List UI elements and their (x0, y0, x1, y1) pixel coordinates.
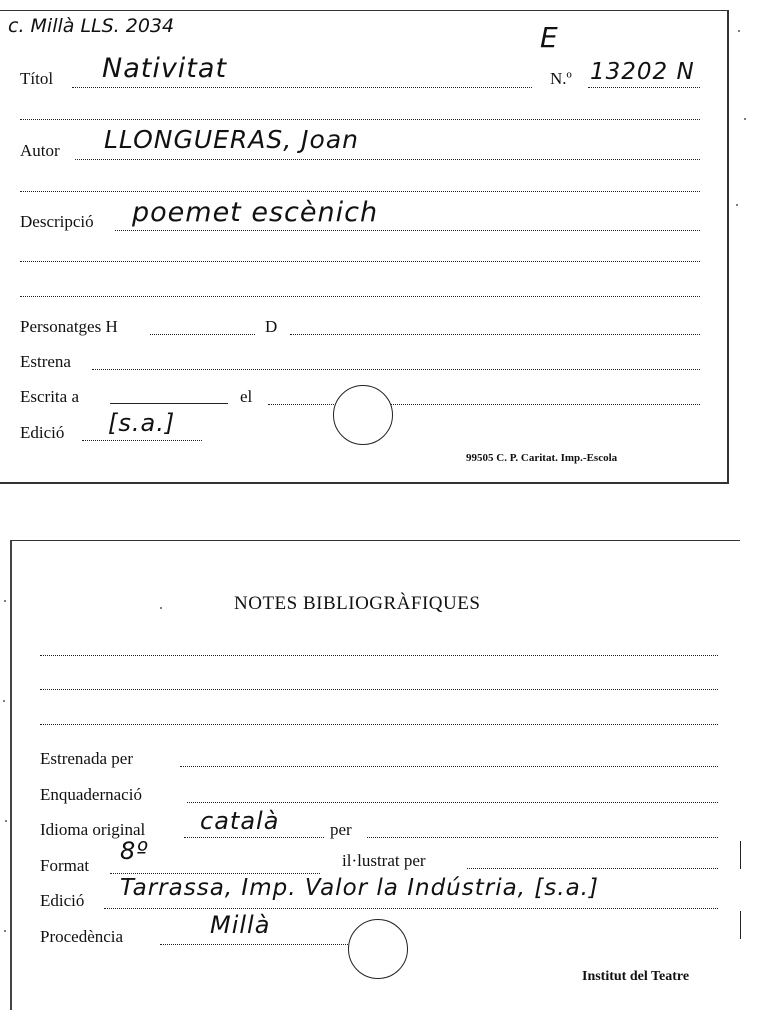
autor-extra-line (20, 191, 700, 192)
idioma-value: català (200, 807, 280, 835)
scan-speck (4, 930, 6, 932)
descripcio-label: Descripció (20, 212, 94, 231)
titol-extra-line (20, 119, 700, 120)
number-value: 13202 N (590, 59, 695, 85)
edicio-line (82, 440, 202, 441)
format-label: Format (40, 856, 90, 875)
edicio-value: [s.a.] (108, 409, 176, 437)
estrena-line (92, 369, 700, 370)
per-line (367, 837, 718, 838)
descripcio-value: poemet escènich (132, 197, 379, 228)
per-label: per (330, 820, 352, 839)
estrena-label: Estrena (20, 352, 71, 371)
scan-speck (5, 820, 7, 822)
catalog-card-front (0, 10, 729, 484)
autor-line (75, 159, 700, 160)
edicio2-label: Edició (40, 891, 85, 910)
printer-credit: 99505 C. P. Caritat. Imp.-Escola (466, 452, 618, 464)
edge-mark (740, 841, 741, 869)
illustrat-line (467, 868, 718, 869)
format-line (110, 873, 320, 874)
scan-speck (738, 30, 740, 32)
escrita-label: Escrita a (20, 387, 79, 406)
titol-value: Nativitat (102, 53, 228, 84)
titol-line (72, 87, 532, 88)
titol-label: Títol (20, 69, 54, 88)
procedencia-value: Millà (210, 911, 271, 939)
institution-name: Institut del Teatre (582, 969, 690, 984)
format-value: 8º (120, 837, 149, 865)
notes-line-1 (40, 655, 718, 656)
enquadernacio-line (187, 802, 718, 803)
scan-speck (736, 204, 738, 206)
catalog-card-back (10, 540, 740, 1010)
punch-hole (333, 385, 393, 445)
descripcio-extra-line-2 (20, 296, 700, 297)
el-label: el (240, 387, 253, 406)
illustrat-label: il·lustrat per (342, 851, 426, 870)
autor-value: LLONGUERAS, Joan (104, 125, 360, 154)
estrenada-label: Estrenada per (40, 749, 133, 768)
edicio2-value: Tarrassa, Imp. Valor la Indústria, [s.a.] (120, 875, 599, 901)
el-line (268, 404, 700, 405)
number-line (588, 87, 700, 88)
descripcio-line (115, 230, 700, 231)
escrita-line (110, 403, 228, 404)
notes-line-2 (40, 689, 718, 690)
idioma-label: Idioma original (40, 820, 146, 839)
procedencia-label: Procedència (40, 927, 124, 946)
descripcio-extra-line-1 (20, 261, 700, 262)
personatges-d-line (290, 334, 700, 335)
d-label: D (265, 317, 278, 336)
autor-label: Autor (20, 141, 60, 160)
scan-speck (744, 118, 746, 120)
edge-mark-2 (740, 911, 741, 939)
number-label: N.º (550, 69, 572, 88)
notes-heading: NOTES BIBLIOGRÀFIQUES (234, 593, 481, 614)
idioma-line (184, 837, 324, 838)
corner-note: c. Millà LLS. 2034 (8, 15, 175, 37)
enquadernacio-label: Enquadernació (40, 785, 142, 804)
estrenada-line (180, 766, 718, 767)
edicio2-line (104, 908, 718, 909)
personatges-label: Personatges H (20, 317, 118, 336)
mark-letter: E (540, 21, 559, 54)
punch-hole-2 (348, 919, 408, 979)
scan-speck (4, 600, 6, 602)
edicio-label: Edició (20, 423, 65, 442)
personatges-h-line (150, 334, 255, 335)
notes-line-3 (40, 724, 718, 725)
scan-speck (160, 607, 162, 609)
scan-speck (3, 700, 5, 702)
